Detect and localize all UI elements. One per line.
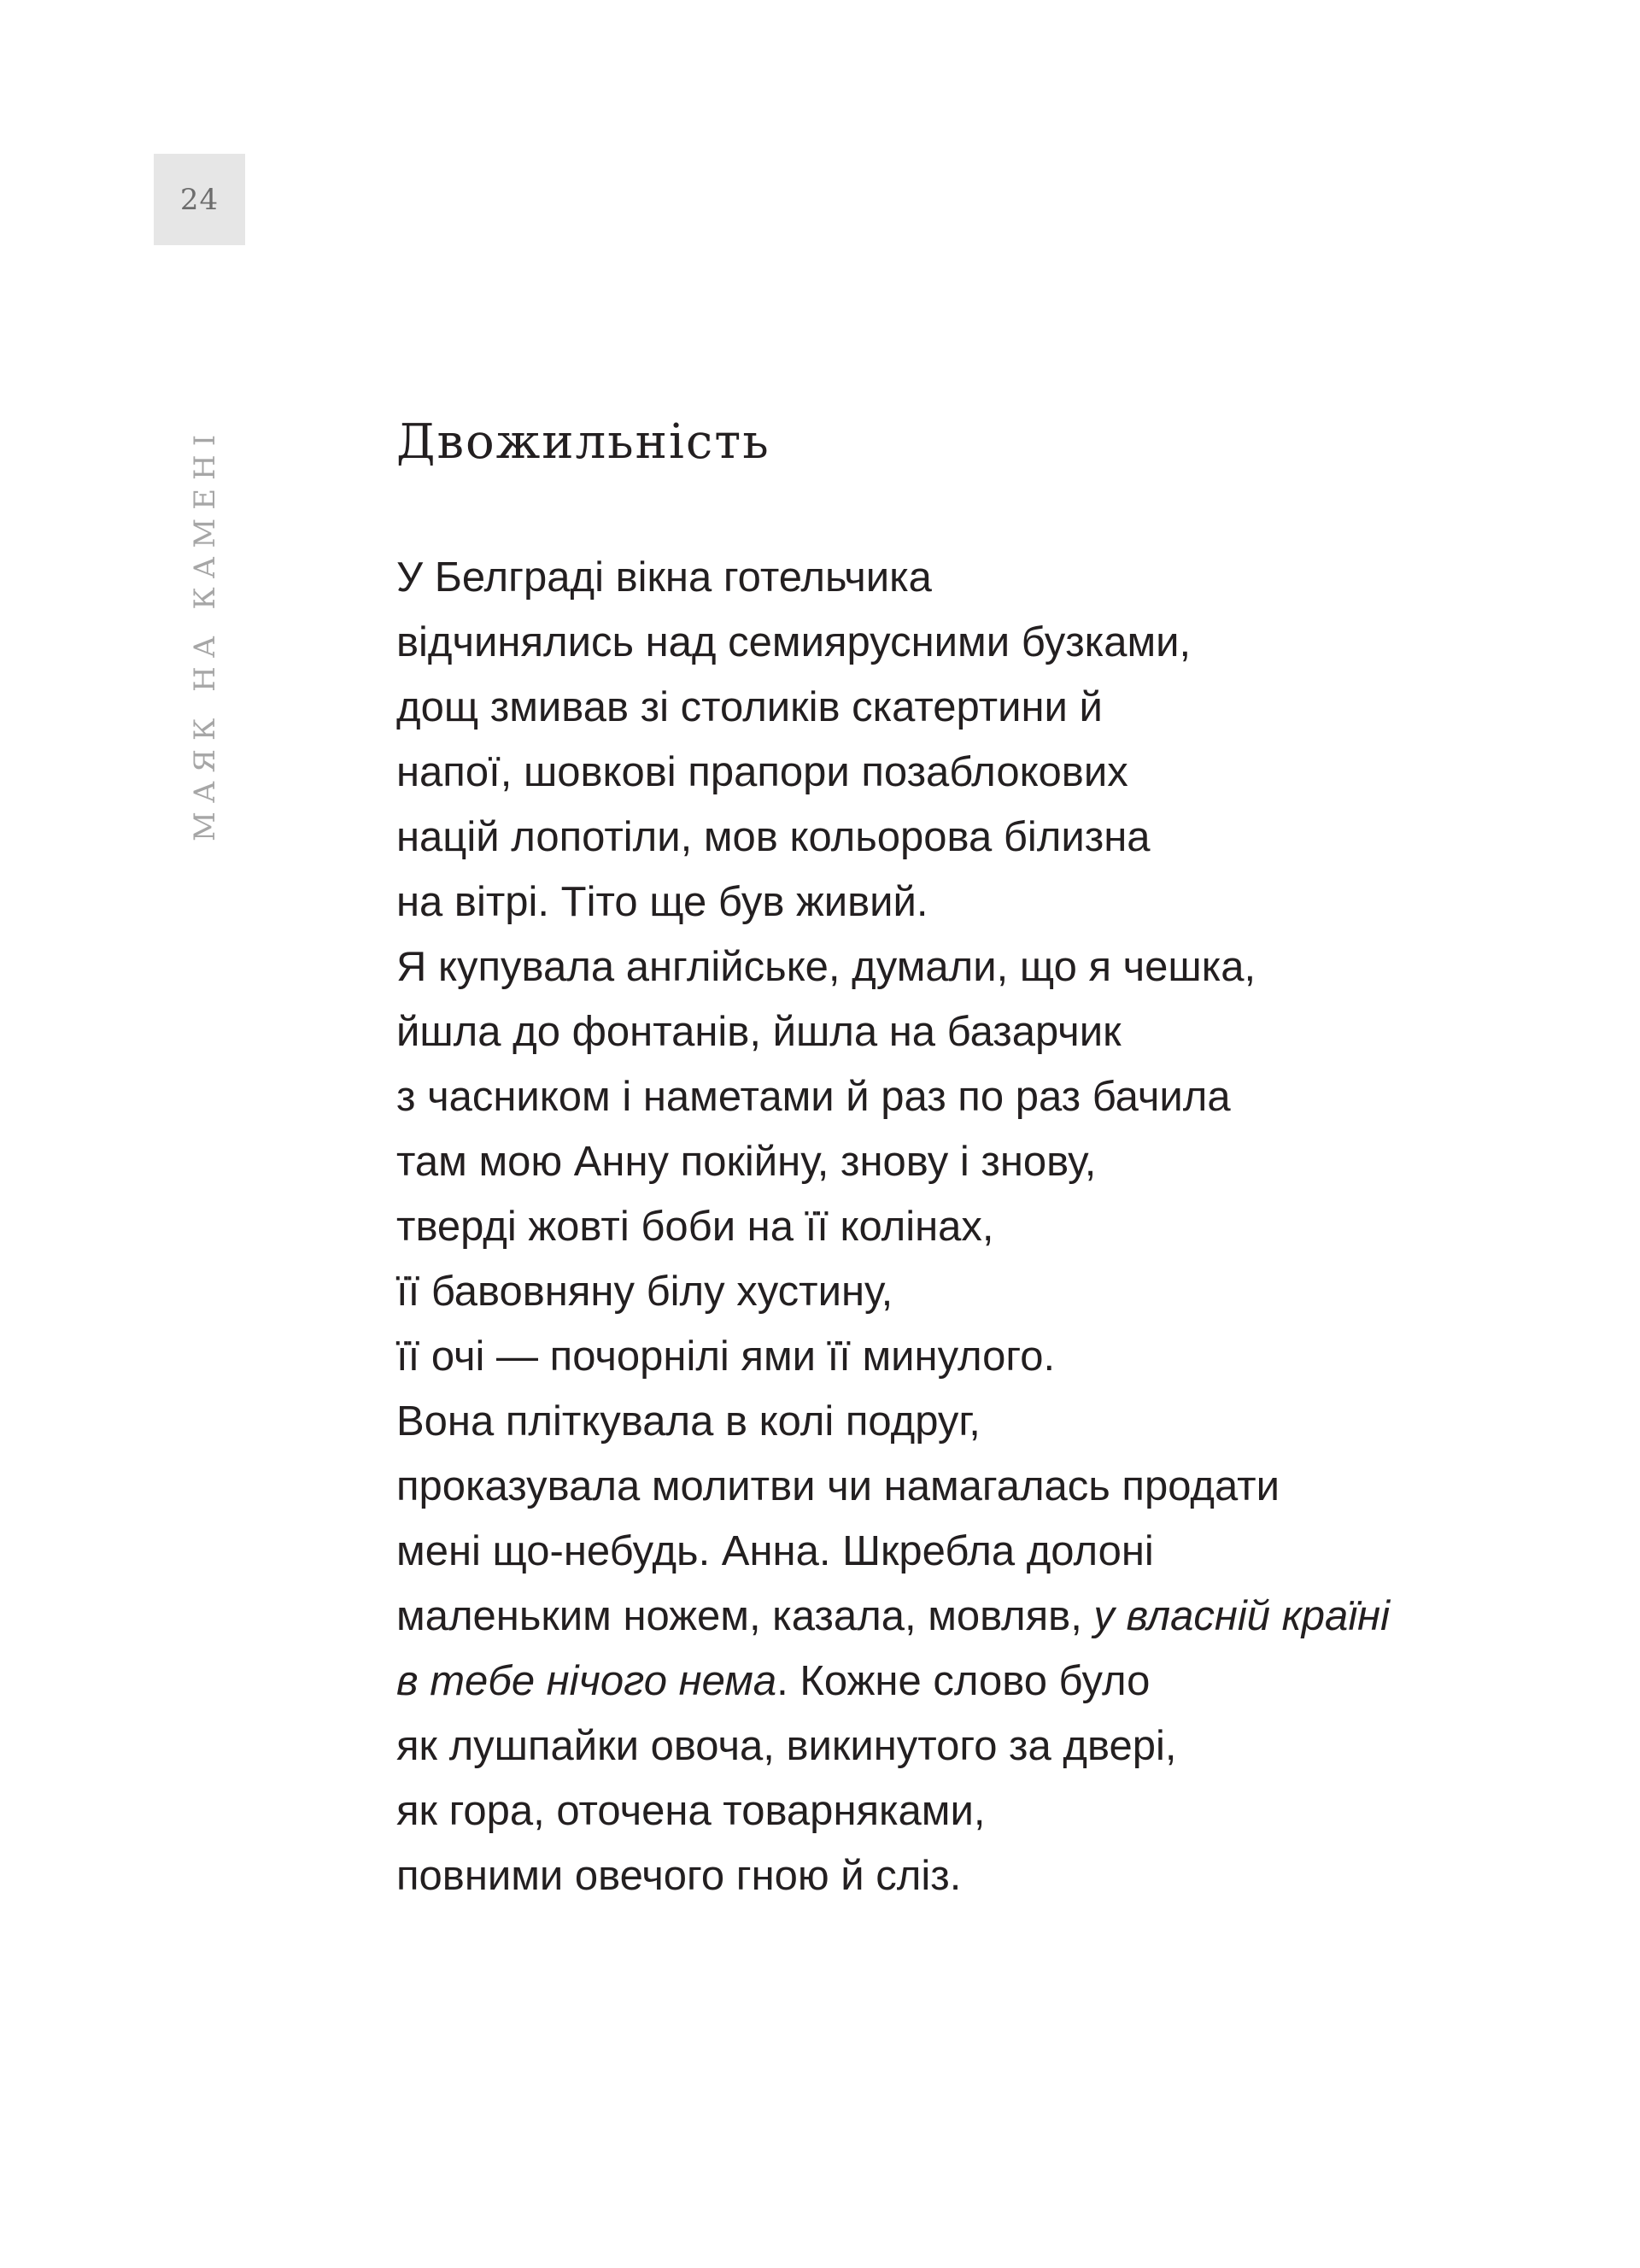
page-number-box bbox=[154, 154, 245, 245]
poem-line: її бавовняну білу хустину, bbox=[396, 1269, 893, 1315]
poem-line: мені що-небудь. Анна. Шкребла долоні bbox=[396, 1528, 1154, 1574]
poem-line: дощ змивав зі столиків скатертини й bbox=[396, 684, 1103, 730]
poem-line: У Белграді вікна готельчика bbox=[396, 554, 932, 601]
poem-line: проказувала молитви чи намагалась продати bbox=[396, 1463, 1280, 1509]
poem-italic-phrase: в тебе нічого нема bbox=[396, 1658, 777, 1704]
poem-line: повними овечого гною й сліз. bbox=[396, 1853, 962, 1899]
poem-line: напої, шовкові прапори позаблокових bbox=[396, 749, 1128, 795]
poem-line: як гора, оточена товарняками, bbox=[396, 1788, 986, 1834]
poem-title: Двожильність bbox=[396, 414, 770, 470]
poem-line: йшла до фонтанів, йшла на базарчик bbox=[396, 1009, 1122, 1055]
poem-line: на вітрі. Тіто ще був живий. bbox=[396, 879, 928, 925]
poem-line: в тебе нічого нема. Кожне слово було bbox=[396, 1658, 1151, 1704]
poem-line: відчинялись над семиярусними бузками, bbox=[396, 619, 1192, 665]
poem-line: її очі — почорнілі ями її минулого. bbox=[396, 1333, 1056, 1380]
poem-line: Я купувала англійське, думали, що я чешка, bbox=[396, 944, 1256, 990]
poem-italic-phrase: у власній країні bbox=[1093, 1593, 1390, 1639]
page-number: 24 bbox=[179, 182, 220, 217]
poem-line: як лушпайки овоча, викинутого за двері, bbox=[396, 1723, 1177, 1769]
poem-line: з часником і наметами й раз по раз бачила bbox=[396, 1074, 1231, 1120]
poem-line: націй лопотіли, мов кольорова білизна bbox=[396, 814, 1151, 860]
poem-line: тверді жовті боби на її колінах, bbox=[396, 1204, 994, 1250]
poem-line: маленьким ножем, казала, мовляв, у власній країні bbox=[396, 1593, 1390, 1639]
poem-body bbox=[396, 545, 1575, 1908]
running-head-text: МАЯК НА КАМЕНІ bbox=[188, 425, 222, 841]
poem-line: там мою Анну покійну, знову і знову, bbox=[396, 1139, 1097, 1185]
poem-line: Вона пліткувала в колі подруг, bbox=[396, 1398, 981, 1445]
